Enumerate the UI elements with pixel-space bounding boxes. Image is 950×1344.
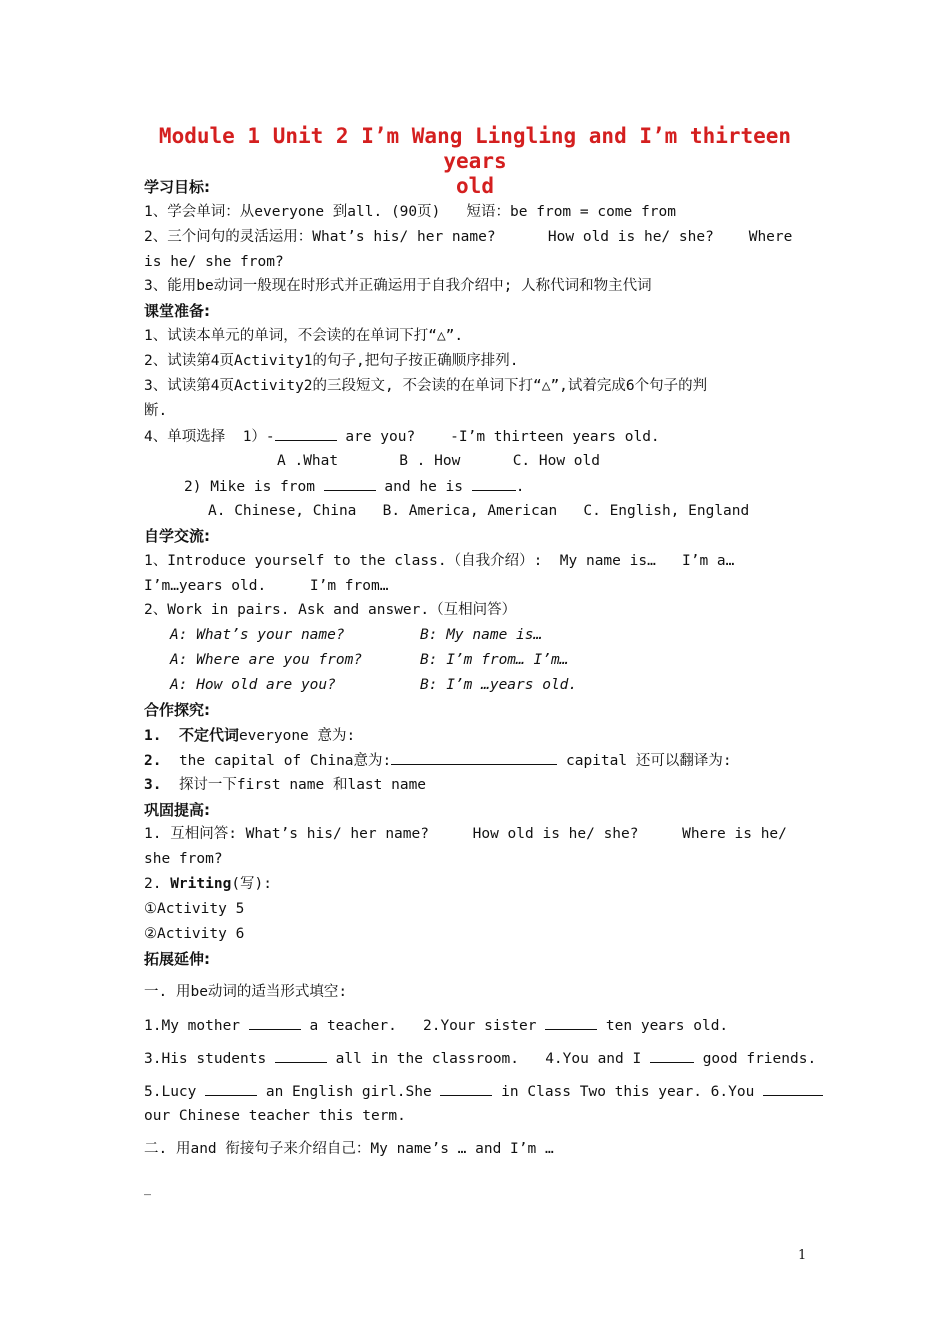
item-number: 1. <box>144 728 162 744</box>
consolidate-line-3-suffix: (写): <box>231 876 273 892</box>
explore-line-2-text: the capital of China意为: <box>178 753 392 769</box>
consolidate-line-4: ①Activity 5 <box>144 901 245 917</box>
explore-line-2-suffix: capital 还可以翻译为: <box>557 753 732 769</box>
question-2-middle: and he is <box>375 479 472 495</box>
prep-question-2 <box>184 476 524 497</box>
explore-line-2 <box>144 750 732 771</box>
prep-line-1: 1、试读本单元的单词，不会读的在单词下打“△”. <box>144 328 464 344</box>
prep-line-3: 3、试读第4页Activity2的三段短文, 不会读的在单词下打“△”,试着完成6个句子的判 <box>144 378 708 394</box>
exercise-text: 3.His students <box>144 1051 275 1067</box>
answer-blank <box>324 476 376 491</box>
answer-blank <box>763 1081 823 1096</box>
exercise-line-2 <box>144 1048 816 1069</box>
bold-term: Writing <box>170 876 232 892</box>
answer-blank <box>391 750 557 765</box>
goals-line-2: 2、三个问句的灵活运用：What’s his/ her name? How old is he/ she? Where <box>144 229 793 245</box>
exercise-text: a teacher. 2.Your sister <box>300 1018 546 1034</box>
selfstudy-line-2: I’m…years old. I’m from… <box>144 578 389 594</box>
goals-line-3: is he/ she from? <box>144 254 284 270</box>
selfstudy-line-3: 2、Work in pairs. Ask and answer.（互相问答） <box>144 602 517 618</box>
exercise-text: ten years old. <box>597 1018 729 1034</box>
title-line-1: Module 1 Unit 2 I’m Wang Lingling and I’m thirteen years <box>158 124 792 173</box>
section-heading-extend: 拓展延伸: <box>144 950 210 968</box>
answer-blank <box>275 1048 327 1063</box>
consolidate-line-5: ②Activity 6 <box>144 926 245 942</box>
question-2-options: A. Chinese, China B. America, American C. English, England <box>208 503 750 519</box>
exercise-line-3 <box>144 1081 823 1102</box>
question-1-suffix: are you? -I’m thirteen years old. <box>336 429 660 445</box>
dialog-a-3: A: How old are you? <box>170 677 336 693</box>
prep-line-4: 断. <box>144 403 168 419</box>
section-heading-consolidate: 巩固提高: <box>144 801 210 819</box>
dialog-a-2: A: Where are you from? <box>170 652 363 668</box>
explore-line-3-text: 探讨一下first name 和last name <box>178 777 427 793</box>
question-1-prefix: 4、单项选择 1）- <box>144 429 275 445</box>
explore-line-1 <box>144 725 355 746</box>
question-2-prefix: 2) Mike is from <box>184 479 324 495</box>
explore-line-1-text: everyone 意为: <box>238 728 356 744</box>
dialog-b-1: B: My name is… <box>420 627 543 643</box>
extend-part-1-title: 一. 用be动词的适当形式填空: <box>144 984 348 1000</box>
item-number: 2. <box>144 753 162 769</box>
page-title <box>140 124 810 199</box>
section-heading-prep: 课堂准备: <box>144 302 210 320</box>
consolidate-line-3-prefix: 2. <box>144 876 171 892</box>
goals-line-1: 1、学会单词：从everyone 到all. (90页) 短语：be from = come from <box>144 204 676 220</box>
page-number: 1 <box>798 1248 807 1263</box>
answer-blank <box>650 1048 694 1063</box>
section-heading-selfstudy: 自学交流: <box>144 527 210 545</box>
explore-line-3 <box>144 775 426 795</box>
answer-blank <box>205 1081 257 1096</box>
item-number: 3. <box>144 777 162 793</box>
exercise-text: 1.My mother <box>144 1018 249 1034</box>
selfstudy-line-1: 1、Introduce yourself to the class.（自我介绍）: My name is… I’m a… <box>144 553 735 569</box>
dialog-b-3: B: I’m …years old. <box>420 677 578 693</box>
exercise-text: an English girl.She <box>257 1084 441 1100</box>
answer-blank <box>545 1015 597 1030</box>
prep-question-1 <box>144 426 660 447</box>
exercise-text: in Class Two this year. 6.You <box>492 1084 764 1100</box>
question-1-options: A .What B . How C. How old <box>277 453 601 469</box>
exercise-text: good friends. <box>693 1051 817 1067</box>
bold-term: 不定代词 <box>178 726 239 744</box>
exercise-text: 5.Lucy <box>144 1084 206 1100</box>
dialog-a-1: A: What’s your name? <box>170 627 345 643</box>
consolidate-line-2: she from? <box>144 851 223 867</box>
answer-blank <box>472 476 516 491</box>
section-heading-explore: 合作探究: <box>144 701 210 719</box>
consolidate-line-1: 1. 互相问答: What’s his/ her name? How old is he/ she? Where is he/ <box>144 826 787 842</box>
answer-blank <box>440 1081 492 1096</box>
section-heading-goals: 学习目标: <box>144 178 210 196</box>
prep-line-2: 2、试读第4页Activity1的句子,把句子按正确顺序排列. <box>144 353 519 369</box>
exercise-text: all in the classroom. 4.You and I <box>326 1051 650 1067</box>
question-2-suffix: . <box>515 479 525 495</box>
extend-part-2-title: 二. 用and 衔接句子来介绍自己：My name’s … and I’m … <box>144 1141 554 1157</box>
dialog-b-2: B: I’m from… I’m… <box>420 652 569 668</box>
consolidate-line-3 <box>144 874 272 894</box>
goals-line-4: 3、能用be动词一般现在时形式并正确运用于自我介绍中; 人称代词和物主代词 <box>144 278 652 294</box>
answer-blank <box>249 1015 301 1030</box>
title-line-2: old <box>456 174 494 198</box>
exercise-line-4: our Chinese teacher this term. <box>144 1108 406 1124</box>
exercise-line-1 <box>144 1015 728 1036</box>
answer-blank <box>275 426 337 441</box>
stray-dash: _ <box>144 1180 151 1196</box>
